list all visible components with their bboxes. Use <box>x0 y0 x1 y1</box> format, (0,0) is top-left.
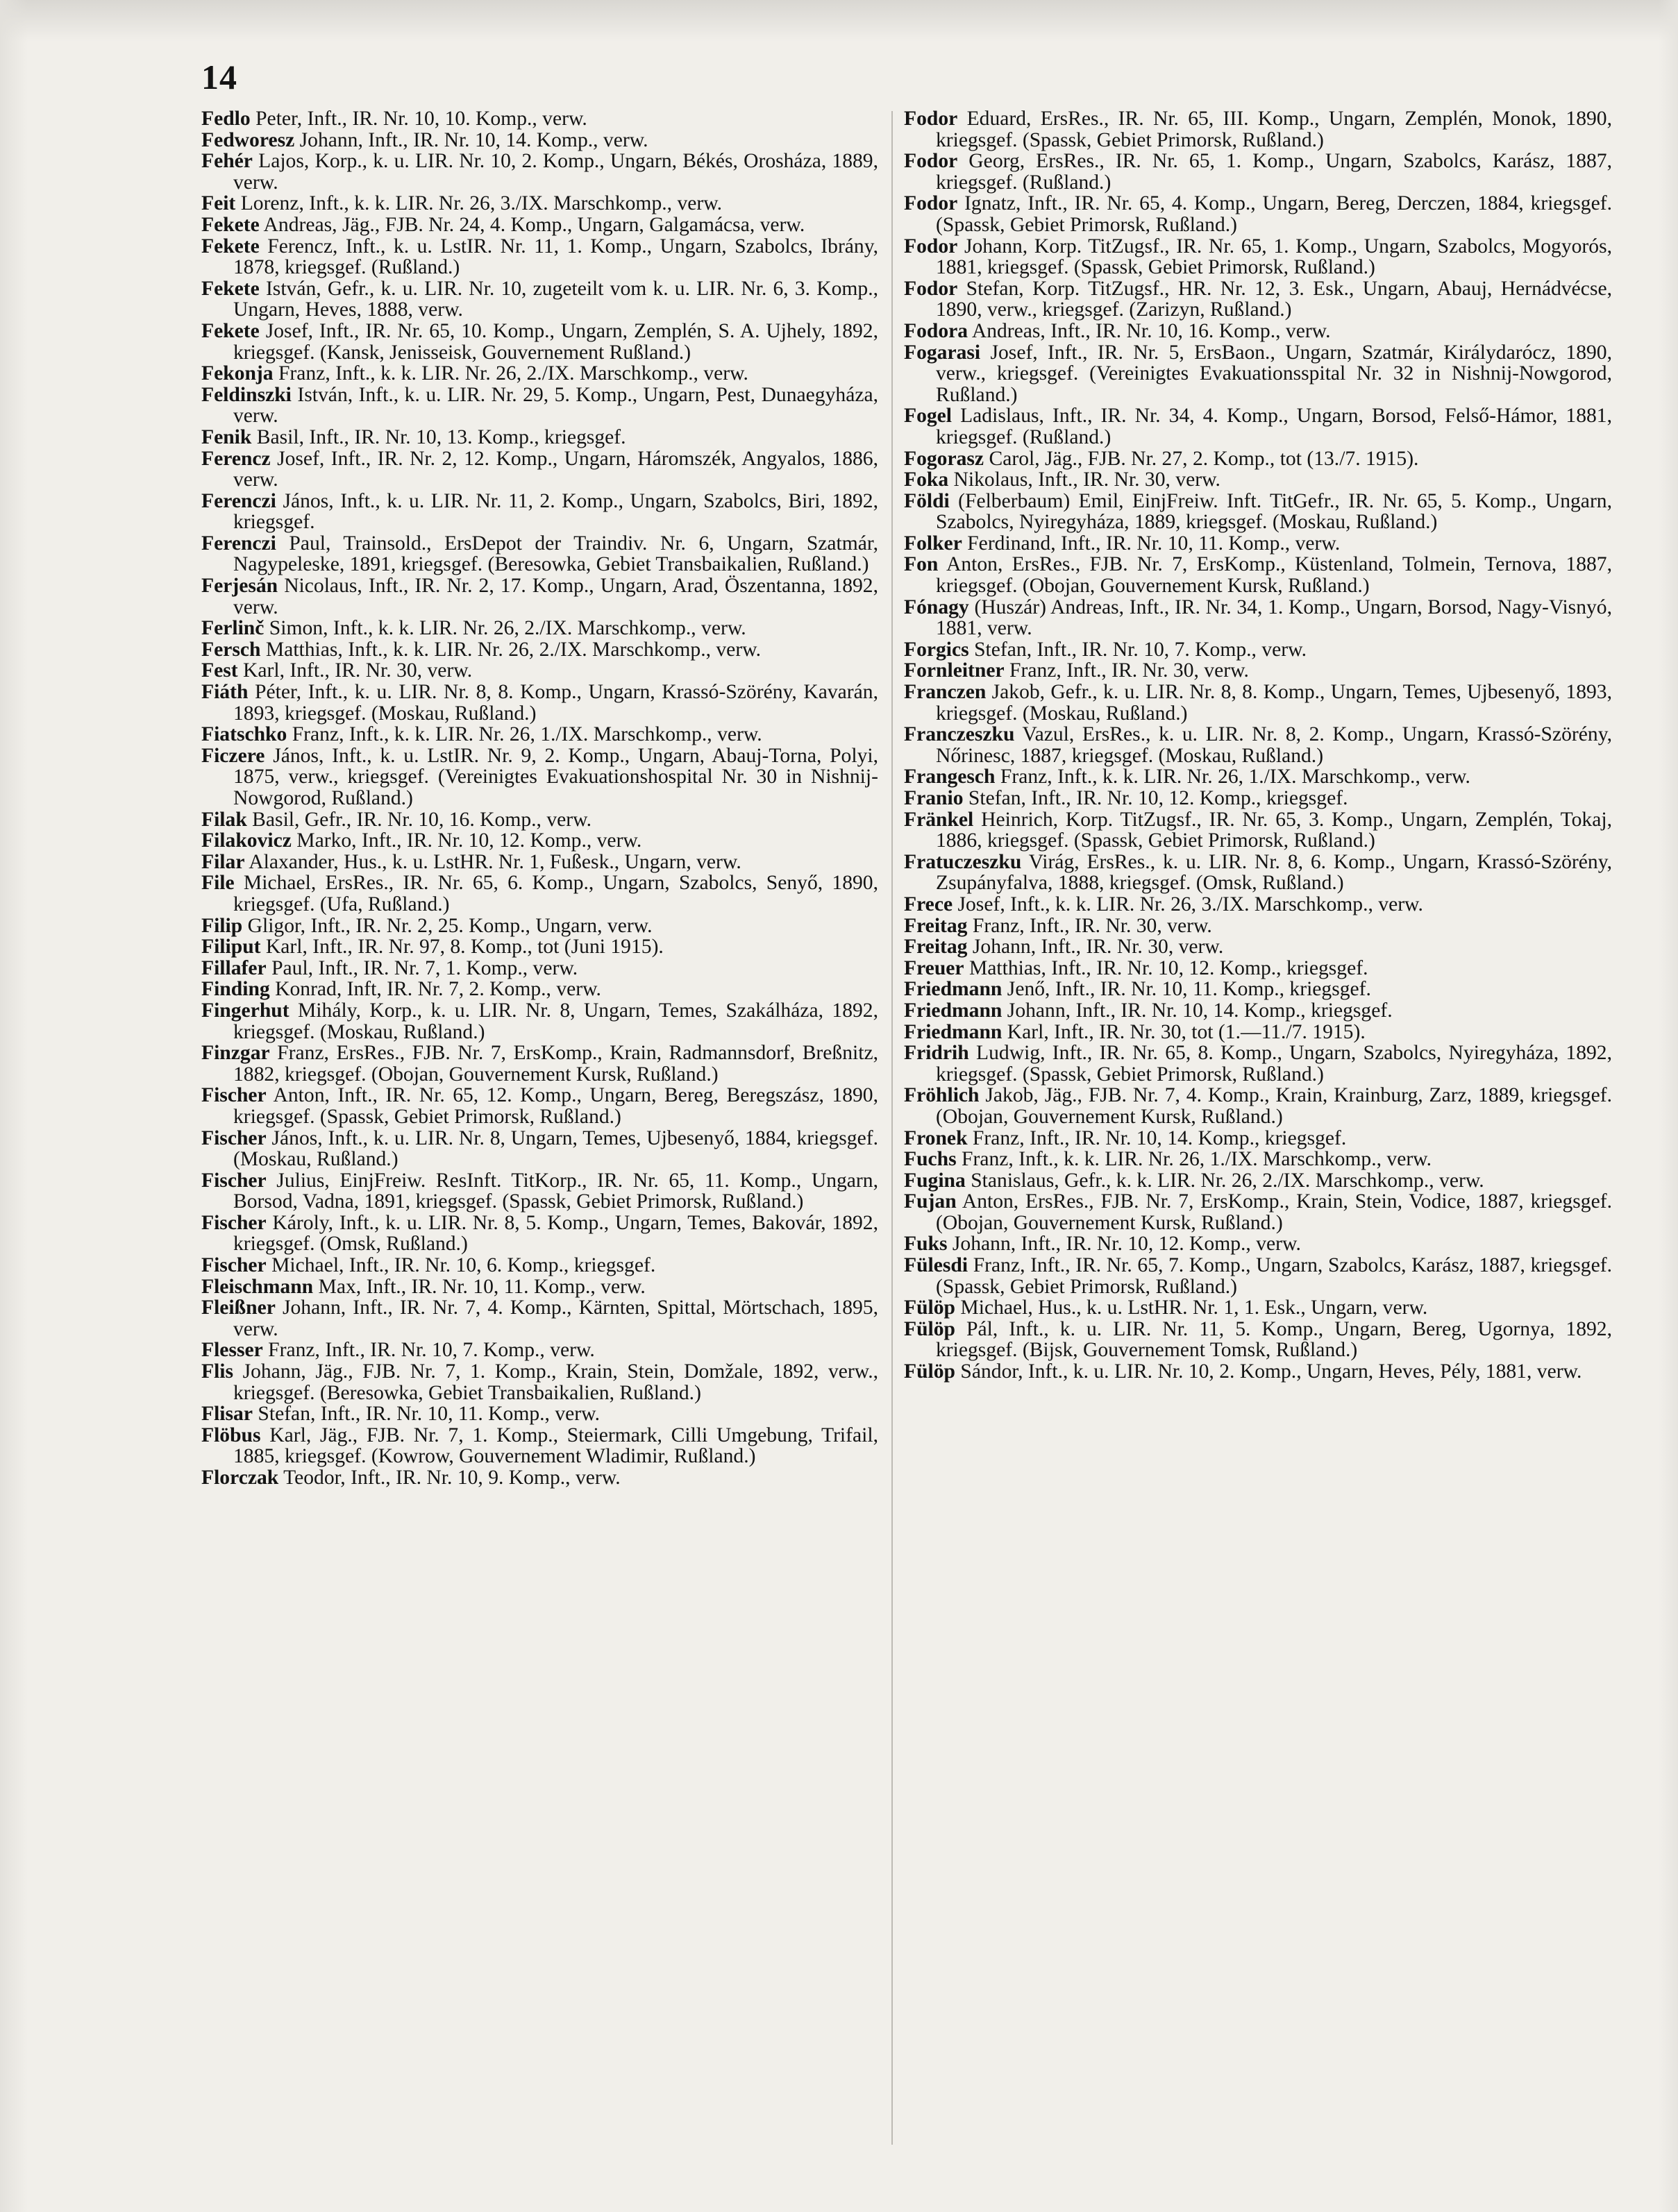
entry-surname: Fleißner <box>201 1297 276 1319</box>
entry-surname: Florczak <box>201 1467 279 1489</box>
list-entry <box>904 682 1612 724</box>
entry-surname: Franio <box>904 787 964 809</box>
entry-details: Matthias, Inft., IR. Nr. 10, 12. Komp., kriegsgef. <box>964 956 1368 979</box>
list-entry <box>201 1297 878 1340</box>
list-entry <box>201 1276 878 1298</box>
entry-details: Virág, ErsRes., k. u. LIR. Nr. 8, 6. Komp., Ungarn, Krassó-Szörény, Zsupányfalva, 1888, kriegsgef. (Omsk, Rußland.) <box>936 850 1612 895</box>
list-entry <box>904 766 1612 788</box>
entry-surname: Flisar <box>201 1403 253 1426</box>
entry-surname: Foka <box>904 468 949 491</box>
entry-surname: Fon <box>904 553 939 576</box>
list-entry <box>201 151 878 193</box>
list-entry <box>201 448 878 491</box>
entry-surname: Feit <box>201 192 236 215</box>
entry-details: Jenő, Inft., IR. Nr. 10, 11. Komp., kriegsgef. <box>1002 978 1371 1001</box>
list-entry <box>904 1319 1612 1361</box>
entry-surname: Fogel <box>904 405 953 428</box>
entry-details: Ladislaus, Inft., IR. Nr. 34, 4. Komp., Ungarn, Borsod, Felső-Hámor, 1881, kriegsgef. (Rußland.) <box>936 405 1612 448</box>
entry-surname: Fekete <box>201 213 260 236</box>
entry-surname: Fekete <box>201 277 260 300</box>
list-entry <box>201 1042 878 1085</box>
entry-details: Nikolaus, Inft., IR. Nr. 30, verw. <box>948 468 1220 491</box>
entry-details: Franz, Inft., IR. Nr. 10, 14. Komp., kriegsgef. <box>967 1126 1347 1149</box>
entry-details: Johann, Inft., IR. Nr. 10, 14. Komp., verw. <box>294 128 648 151</box>
entry-surname: Friedmann <box>904 999 1002 1022</box>
entry-details: Anton, Inft., IR. Nr. 65, 12. Komp., Ungarn, Bereg, Beregszász, 1890, kriegsgef. (Spassk, Gebiet Primorsk, Rußland.) <box>233 1084 878 1128</box>
list-entry <box>904 448 1612 470</box>
entry-details: János, Inft., k. u. LIR. Nr. 8, Ungarn, Temes, Ujbesenyő, 1884, kriegsgef. (Moskau, Rußland.) <box>233 1126 878 1171</box>
list-entry <box>201 1403 878 1425</box>
list-entry <box>904 193 1612 235</box>
entry-surname: Fekonja <box>201 362 274 385</box>
entry-surname: Fränkel <box>904 808 974 831</box>
entry-surname: Feldinszki <box>201 383 292 406</box>
entry-surname: Fülöp <box>904 1317 956 1340</box>
entry-details: Johann, Korp. TitZugsf., IR. Nr. 65, 1. Komp., Ungarn, Szabolcs, Mogyorós, 1881, kriegsgef. (Spassk, Gebiet Primorsk, Rußland.) <box>936 235 1612 279</box>
entry-details: Karl, Inft., IR. Nr. 97, 8. Komp., tot (Juni 1915). <box>260 936 664 959</box>
entry-surname: Ferjesán <box>201 575 278 598</box>
entry-details: Michael, ErsRes., IR. Nr. 65, 6. Komp., Ungarn, Szabolcs, Senyő, 1890, kriegsgef. (Ufa, Rußland.) <box>233 872 878 915</box>
entry-details: Ignatz, Inft., IR. Nr. 65, 4. Komp., Ungarn, Bereg, Derczen, 1884, kriegsgef. (Spassk, Gebiet Primorsk, Rußland.) <box>936 192 1612 236</box>
entry-details: (Felberbaum) Emil, EinjFreiw. Inft. TitGefr., IR. Nr. 65, 5. Komp., Ungarn, Szabolcs, Nyiregyháza, 1889, kriegsgef. (Moskau, Rußland.) <box>936 489 1612 534</box>
entry-details: János, Inft., k. u. LstIR. Nr. 9, 2. Komp., Ungarn, Abauj-Torna, Polyi, 1875, verw., kriegsgef. (Vereinigtes Evakuationshospital Nr. 30 in Nishnij-Nowgorod, Rußland.) <box>233 744 878 809</box>
entry-details: Teodor, Inft., IR. Nr. 10, 9. Komp., verw. <box>278 1467 621 1489</box>
list-entry <box>904 1042 1612 1085</box>
list-entry <box>904 1170 1612 1192</box>
entry-surname: Freitag <box>904 936 968 959</box>
entry-surname: Fornleitner <box>904 659 1005 682</box>
entry-surname: Fridrih <box>904 1042 969 1065</box>
list-entry <box>904 533 1612 555</box>
entry-surname: Fodor <box>904 150 958 173</box>
entry-surname: Fratuczeszku <box>904 850 1022 873</box>
entry-surname: Fodora <box>904 319 968 342</box>
entry-surname: Filiput <box>201 936 261 959</box>
entry-surname: Flöbus <box>201 1424 261 1446</box>
list-entry <box>201 214 878 236</box>
list-entry <box>904 1128 1612 1149</box>
entry-details: Josef, Inft., k. k. LIR. Nr. 26, 3./IX. Marschkomp., verw. <box>953 893 1423 915</box>
entry-details: Konrad, Inft, IR. Nr. 7, 2. Komp., verw. <box>269 978 601 1001</box>
list-entry <box>904 1297 1612 1319</box>
entry-details: Andreas, Inft., IR. Nr. 10, 16. Komp., verw. <box>968 319 1331 342</box>
entry-surname: Fugina <box>904 1169 966 1192</box>
list-entry <box>201 193 878 214</box>
entry-details: Max, Inft., IR. Nr. 10, 11. Komp., verw. <box>313 1275 646 1298</box>
entry-details: Stefan, Inft., IR. Nr. 10, 7. Komp., verw. <box>968 638 1307 661</box>
entry-surname: Flis <box>201 1360 234 1383</box>
entry-surname: Fersch <box>201 638 261 661</box>
entry-details: Lajos, Korp., k. u. LIR. Nr. 10, 2. Komp., Ungarn, Békés, Orosháza, 1889, verw. <box>233 150 878 194</box>
entry-details: Basil, Gefr., IR. Nr. 10, 16. Komp., verw. <box>246 808 592 831</box>
entry-surname: Fischer <box>201 1254 267 1277</box>
entry-details: Georg, ErsRes., IR. Nr. 65, 1. Komp., Ungarn, Szabolcs, Karász, 1887, kriegsgef. (Rußland.) <box>936 150 1612 194</box>
entry-surname: Fiatschko <box>201 723 287 746</box>
entry-details: Stefan, Korp. TitZugsf., HR. Nr. 12, 3. Esk., Ungarn, Abauj, Hernádvécse, 1890, verw., kriegsgef. (Zarizyn, Rußland.) <box>936 277 1612 321</box>
entry-surname: Ferencz <box>201 447 271 470</box>
list-entry <box>201 1361 878 1403</box>
list-entry <box>201 533 878 575</box>
entry-surname: Filip <box>201 914 243 937</box>
entry-details: Stefan, Inft., IR. Nr. 10, 11. Komp., verw. <box>252 1403 600 1426</box>
list-entry <box>904 1233 1612 1255</box>
list-entry <box>201 745 878 809</box>
list-entry <box>904 852 1612 894</box>
entry-details: Michael, Inft., IR. Nr. 10, 6. Komp., kriegsgef. <box>266 1254 656 1277</box>
list-entry <box>201 979 878 1000</box>
entry-details: Ferdinand, Inft., IR. Nr. 10, 11. Komp., verw. <box>962 532 1341 555</box>
entry-surname: Fedworesz <box>201 128 295 151</box>
list-entry <box>904 1191 1612 1233</box>
entry-surname: Fogarasi <box>904 341 981 364</box>
entry-surname: Fischer <box>201 1211 267 1234</box>
entry-surname: Fenik <box>201 425 252 448</box>
entry-surname: Ferlinč <box>201 617 265 640</box>
entry-details: Franz, Inft., IR. Nr. 10, 7. Komp., verw. <box>262 1339 595 1362</box>
list-entry <box>201 1213 878 1255</box>
list-entry <box>904 894 1612 915</box>
list-entry <box>904 405 1612 448</box>
entry-surname: Frangesch <box>904 766 996 788</box>
entry-surname: Fischer <box>201 1169 267 1192</box>
entry-details: Paul, Inft., IR. Nr. 7, 1. Komp., verw. <box>266 956 578 979</box>
entry-details: Pál, Inft., k. u. LIR. Nr. 11, 5. Komp., Ungarn, Bereg, Ugornya, 1892, kriegsgef. (Bijsk, Gouvernement Tomsk, Rußland.) <box>936 1317 1612 1362</box>
entry-surname: Franczeszku <box>904 723 1015 746</box>
list-entry <box>904 788 1612 809</box>
entry-details: Ferencz, Inft., k. u. LstIR. Nr. 11, 1. Komp., Ungarn, Szabolcs, Ibrány, 1878, kriegsgef. (Rußland.) <box>233 235 878 279</box>
list-entry <box>201 1425 878 1467</box>
list-entry <box>904 321 1612 342</box>
list-entry <box>904 1255 1612 1297</box>
entry-surname: Fischer <box>201 1126 267 1149</box>
entry-details: Josef, Inft., IR. Nr. 2, 12. Komp., Ungarn, Háromszék, Angyalos, 1886, verw. <box>233 447 878 491</box>
list-entry <box>201 363 878 385</box>
entry-surname: Ferenczi <box>201 532 276 555</box>
entry-details: Franz, Inft., k. k. LIR. Nr. 26, 2./IX. Marschkomp., verw. <box>273 362 748 385</box>
entry-surname: Freuer <box>904 956 964 979</box>
entry-details: István, Gefr., k. u. LIR. Nr. 10, zugeteilt vom k. u. LIR. Nr. 6, 3. Komp., Ungarn, Heves, 1888, verw. <box>233 277 878 321</box>
entry-surname: Fiáth <box>201 681 249 704</box>
list-entry <box>201 852 878 873</box>
entry-details: Andreas, Jäg., FJB. Nr. 24, 4. Komp., Ungarn, Galgamácsa, verw. <box>259 213 805 236</box>
list-entry <box>201 1467 878 1489</box>
list-entry <box>904 108 1612 151</box>
entry-details: Matthias, Inft., k. k. LIR. Nr. 26, 2./IX. Marschkomp., verw. <box>260 638 762 661</box>
entry-surname: Fodor <box>904 277 958 300</box>
list-entry <box>201 958 878 979</box>
entry-details: Alaxander, Hus., k. u. LstHR. Nr. 1, Fußesk., Ungarn, verw. <box>244 850 741 873</box>
list-entry <box>201 618 878 639</box>
entry-details: Ludwig, Inft., IR. Nr. 65, 8. Komp., Ungarn, Szabolcs, Nyiregyháza, 1892, kriegsgef. (Spassk, Gebiet Primorsk, Rußland.) <box>936 1042 1612 1086</box>
entry-surname: Fodor <box>904 192 958 215</box>
entry-details: Franz, Inft., k. k. LIR. Nr. 26, 1./IX. Marschkomp., verw. <box>956 1148 1432 1171</box>
list-entry <box>201 321 878 363</box>
list-entry <box>201 1085 878 1127</box>
entry-details: Karl, Inft., IR. Nr. 30, verw. <box>237 659 473 682</box>
list-entry <box>904 236 1612 278</box>
list-entry <box>201 1000 878 1042</box>
list-entry <box>904 597 1612 639</box>
entry-surname: Fodor <box>904 108 958 130</box>
entry-details: Nicolaus, Inft., IR. Nr. 2, 17. Komp., Ungarn, Arad, Öszentanna, 1892, verw. <box>233 575 878 618</box>
entry-details: Michael, Hus., k. u. LstHR. Nr. 1, 1. Esk., Ungarn, verw. <box>955 1297 1428 1319</box>
scan-shadow-top <box>0 0 1678 42</box>
entry-surname: Folker <box>904 532 962 555</box>
entry-details: Johann, Inft., IR. Nr. 10, 14. Komp., kriegsgef. <box>1002 999 1393 1022</box>
list-entry <box>904 958 1612 979</box>
entry-details: Jakob, Gefr., k. u. LIR. Nr. 8, 8. Komp., Ungarn, Temes, Ujbesenyő, 1893, kriegsgef. (Moskau, Rußland.) <box>936 681 1612 725</box>
page-number: 14 <box>201 58 237 96</box>
entry-surname: Földi <box>904 489 950 512</box>
entry-surname: Fülöp <box>904 1297 956 1319</box>
entry-surname: Fülöp <box>904 1360 956 1383</box>
entry-details: Peter, Inft., IR. Nr. 10, 10. Komp., verw. <box>250 108 587 130</box>
entry-details: Johann, Inft., IR. Nr. 7, 4. Komp., Kärnten, Spittal, Mörtschach, 1895, verw. <box>233 1297 878 1340</box>
list-entry <box>904 278 1612 321</box>
list-entry <box>904 639 1612 661</box>
list-entry <box>201 385 878 427</box>
entry-details: Julius, EinjFreiw. ResInft. TitKorp., IR. Nr. 65, 11. Komp., Ungarn, Borsod, Vadna, 1891, kriegsgef. (Spassk, Gebiet Primorsk, Rußland.) <box>233 1169 878 1213</box>
entry-surname: Forgics <box>904 638 969 661</box>
list-entry <box>904 469 1612 491</box>
list-entry <box>201 1255 878 1276</box>
list-entry <box>904 1149 1612 1170</box>
entry-details: Basil, Inft., IR. Nr. 10, 13. Komp., kriegsgef. <box>251 425 626 448</box>
entry-details: Franz, ErsRes., FJB. Nr. 7, ErsKomp., Krain, Radmannsdorf, Breßnitz, 1882, kriegsgef. (Obojan, Gouvernement Kursk, Rußland.) <box>233 1042 878 1086</box>
list-entry <box>904 342 1612 406</box>
entry-details: Mihály, Korp., k. u. LIR. Nr. 8, Ungarn, Temes, Szakálháza, 1892, kriegsgef. (Moskau, Rußland.) <box>233 999 878 1043</box>
entry-details: Károly, Inft., k. u. LIR. Nr. 8, 5. Komp., Ungarn, Temes, Bakovár, 1892, kriegsgef. (Omsk, Rußland.) <box>233 1211 878 1256</box>
entry-details: Josef, Inft., IR. Nr. 65, 10. Komp., Ungarn, Zemplén, S. A. Ujhely, 1892, kriegsgef. (Kansk, Jenisseisk, Gouvernement Rußland.) <box>233 319 878 364</box>
list-entry <box>904 660 1612 682</box>
column-divider <box>891 111 893 2145</box>
entry-details: Franz, Inft., k. k. LIR. Nr. 26, 1./IX. Marschkomp., verw. <box>995 766 1470 788</box>
list-entry <box>201 915 878 937</box>
entry-details: Anton, ErsRes., FJB. Nr. 7, ErsKomp., Krain, Stein, Vodice, 1887, kriegsgef. (Obojan, Gouvernement Kursk, Rußland.) <box>936 1190 1612 1234</box>
entry-details: Sándor, Inft., k. u. LIR. Nr. 10, 2. Komp., Ungarn, Heves, Pély, 1881, verw. <box>955 1360 1582 1383</box>
list-entry <box>201 491 878 533</box>
list-entry <box>201 427 878 448</box>
list-entry <box>201 639 878 661</box>
list-entry <box>201 724 878 745</box>
entry-details: Karl, Inft., IR. Nr. 30, tot (1.—11./7. 1915). <box>1002 1020 1366 1043</box>
entry-surname: Fekete <box>201 235 260 257</box>
entry-surname: Fónagy <box>904 596 969 618</box>
list-entry <box>904 1022 1612 1043</box>
entry-surname: Fodor <box>904 235 958 257</box>
entry-surname: Fehér <box>201 150 253 173</box>
entry-details: Franz, Inft., IR. Nr. 30, verw. <box>967 914 1212 937</box>
list-entry <box>201 682 878 724</box>
list-entry <box>904 724 1612 766</box>
entry-surname: Friedmann <box>904 978 1002 1001</box>
list-entry <box>201 1340 878 1361</box>
entry-details: Josef, Inft., IR. Nr. 5, ErsBaon., Ungarn, Szatmár, Királydarócz, 1890, verw., kriegsgef. (Vereinigtes Evakuationsspital Nr. 32 in Nishnij-Nowgorod, Rußland.) <box>936 341 1612 406</box>
entry-details: Johann, Jäg., FJB. Nr. 7, 1. Komp., Krain, Stein, Domžale, 1892, verw., kriegsgef. (Beresowka, Gebiet Transbaikalien, Rußland.) <box>233 1360 878 1404</box>
list-entry <box>201 872 878 915</box>
scan-shadow-right <box>1659 0 1678 2212</box>
entry-surname: Freitag <box>904 914 968 937</box>
entry-surname: Fingerhut <box>201 999 290 1022</box>
entry-details: Jakob, Jäg., FJB. Nr. 7, 4. Komp., Krain, Krainburg, Zarz, 1889, kriegsgef. (Obojan, Gouvernement Kursk, Rußland.) <box>936 1084 1612 1128</box>
entry-surname: Frece <box>904 893 953 915</box>
entry-surname: Filak <box>201 808 247 831</box>
list-entry <box>904 809 1612 852</box>
entry-details: Marko, Inft., IR. Nr. 10, 12. Komp., verw. <box>291 829 642 852</box>
entry-surname: Friedmann <box>904 1020 1002 1043</box>
entry-surname: Fujan <box>904 1190 957 1213</box>
entry-details: Anton, ErsRes., FJB. Nr. 7, ErsKomp., Küstenland, Tolmein, Ternova, 1887, kriegsgef. (Obojan, Gouvernement Kursk, Rußland.) <box>936 553 1612 598</box>
entry-surname: Finding <box>201 978 270 1001</box>
entry-surname: Fogorasz <box>904 447 984 470</box>
list-entry <box>201 1128 878 1170</box>
list-entry <box>904 151 1612 193</box>
entry-details: Johann, Inft., IR. Nr. 10, 12. Komp., verw. <box>947 1233 1301 1256</box>
entry-surname: Ficzere <box>201 744 265 767</box>
entry-surname: Fuks <box>904 1233 948 1256</box>
entry-details: (Huszár) Andreas, Inft., IR. Nr. 34, 1. Komp., Ungarn, Borsod, Nagy-Visnyó, 1881, verw. <box>936 596 1612 640</box>
entry-surname: Fröhlich <box>904 1084 980 1107</box>
list-entry <box>201 1170 878 1213</box>
list-entry <box>201 130 878 151</box>
entry-surname: Franczen <box>904 681 987 704</box>
entry-details: Franz, Inft., IR. Nr. 30, verw. <box>1004 659 1249 682</box>
entry-surname: Fekete <box>201 319 260 342</box>
entry-surname: Fleischmann <box>201 1275 314 1298</box>
entry-details: Stanislaus, Gefr., k. k. LIR. Nr. 26, 2./IX. Marschkomp., verw. <box>965 1169 1484 1192</box>
entry-surname: Fischer <box>201 1084 267 1107</box>
left-column <box>201 108 878 1489</box>
entry-surname: Filar <box>201 850 245 873</box>
list-entry <box>201 108 878 130</box>
scan-shadow-left <box>0 0 28 2212</box>
list-entry <box>201 936 878 958</box>
list-entry <box>201 660 878 682</box>
right-column <box>904 108 1612 1383</box>
list-entry <box>201 830 878 852</box>
entry-surname: Fuchs <box>904 1148 957 1171</box>
entry-details: Karl, Jäg., FJB. Nr. 7, 1. Komp., Steiermark, Cilli Umgebung, Trifail, 1885, kriegsgef. (Kowrow, Gouvernement Wladimir, Rußland.) <box>233 1424 878 1468</box>
entry-surname: File <box>201 872 235 895</box>
list-entry <box>904 491 1612 533</box>
entry-surname: Filakovicz <box>201 829 292 852</box>
entry-surname: Fedlo <box>201 108 251 130</box>
entry-details: Carol, Jäg., FJB. Nr. 27, 2. Komp., tot (13./7. 1915). <box>984 447 1419 470</box>
entry-details: Simon, Inft., k. k. LIR. Nr. 26, 2./IX. Marschkomp., verw. <box>264 617 746 640</box>
entry-surname: Flesser <box>201 1339 263 1362</box>
entry-details: Péter, Inft., k. u. LIR. Nr. 8, 8. Komp., Ungarn, Krassó-Szörény, Kavarán, 1893, kriegsgef. (Moskau, Rußland.) <box>233 681 878 725</box>
list-entry <box>904 979 1612 1000</box>
entry-details: Franz, Inft., IR. Nr. 65, 7. Komp., Ungarn, Szabolcs, Karász, 1887, kriegsgef. (Spassk, Gebiet Primorsk, Rußland.) <box>936 1254 1612 1298</box>
entry-details: Heinrich, Korp. TitZugsf., IR. Nr. 65, 3. Komp., Ungarn, Zemplén, Tokaj, 1886, kriegsgef. (Spassk, Gebiet Primorsk, Rußland.) <box>936 808 1612 852</box>
entry-details: Stefan, Inft., IR. Nr. 10, 12. Komp., kriegsgef. <box>963 787 1348 809</box>
entry-details: Paul, Trainsold., ErsDepot der Traindiv. Nr. 6, Ungarn, Szatmár, Nagypeleske, 1891, kriegsgef. (Beresowka, Gebiet Transbaikalien, Rußland.) <box>233 532 878 576</box>
entry-surname: Fest <box>201 659 238 682</box>
entry-surname: Fillafer <box>201 956 267 979</box>
entry-surname: Fülesdi <box>904 1254 968 1277</box>
list-entry <box>904 936 1612 958</box>
entry-details: Franz, Inft., k. k. LIR. Nr. 26, 1./IX. Marschkomp., verw. <box>287 723 762 746</box>
list-entry <box>904 1085 1612 1127</box>
entry-details: Johann, Inft., IR. Nr. 30, verw. <box>967 936 1224 959</box>
entry-surname: Ferenczi <box>201 489 276 512</box>
entry-details: Lorenz, Inft., k. k. LIR. Nr. 26, 3./IX. Marschkomp., verw. <box>235 192 723 215</box>
list-entry <box>904 1361 1612 1383</box>
list-entry <box>201 278 878 321</box>
list-entry <box>201 575 878 618</box>
entry-details: Gligor, Inft., IR. Nr. 2, 25. Komp., Ungarn, verw. <box>242 914 653 937</box>
entry-surname: Fronek <box>904 1126 968 1149</box>
list-entry <box>904 554 1612 596</box>
entry-details: Vazul, ErsRes., k. u. LIR. Nr. 8, 2. Komp., Ungarn, Krassó-Szörény, Nőrinesc, 1887, kriegsgef. (Moskau, Rußland.) <box>936 723 1612 767</box>
list-entry <box>904 1000 1612 1022</box>
entry-details: Eduard, ErsRes., IR. Nr. 65, III. Komp., Ungarn, Zemplén, Monok, 1890, kriegsgef. (Spassk, Gebiet Primorsk, Rußland.) <box>936 108 1612 151</box>
list-entry <box>904 915 1612 937</box>
entry-surname: Finzgar <box>201 1042 270 1065</box>
list-entry <box>201 236 878 278</box>
entry-details: István, Inft., k. u. LIR. Nr. 29, 5. Komp., Ungarn, Pest, Dunaegyháza, verw. <box>233 383 878 428</box>
entry-details: János, Inft., k. u. LIR. Nr. 11, 2. Komp., Ungarn, Szabolcs, Biri, 1892, kriegsgef. <box>233 489 878 534</box>
list-entry <box>201 809 878 831</box>
